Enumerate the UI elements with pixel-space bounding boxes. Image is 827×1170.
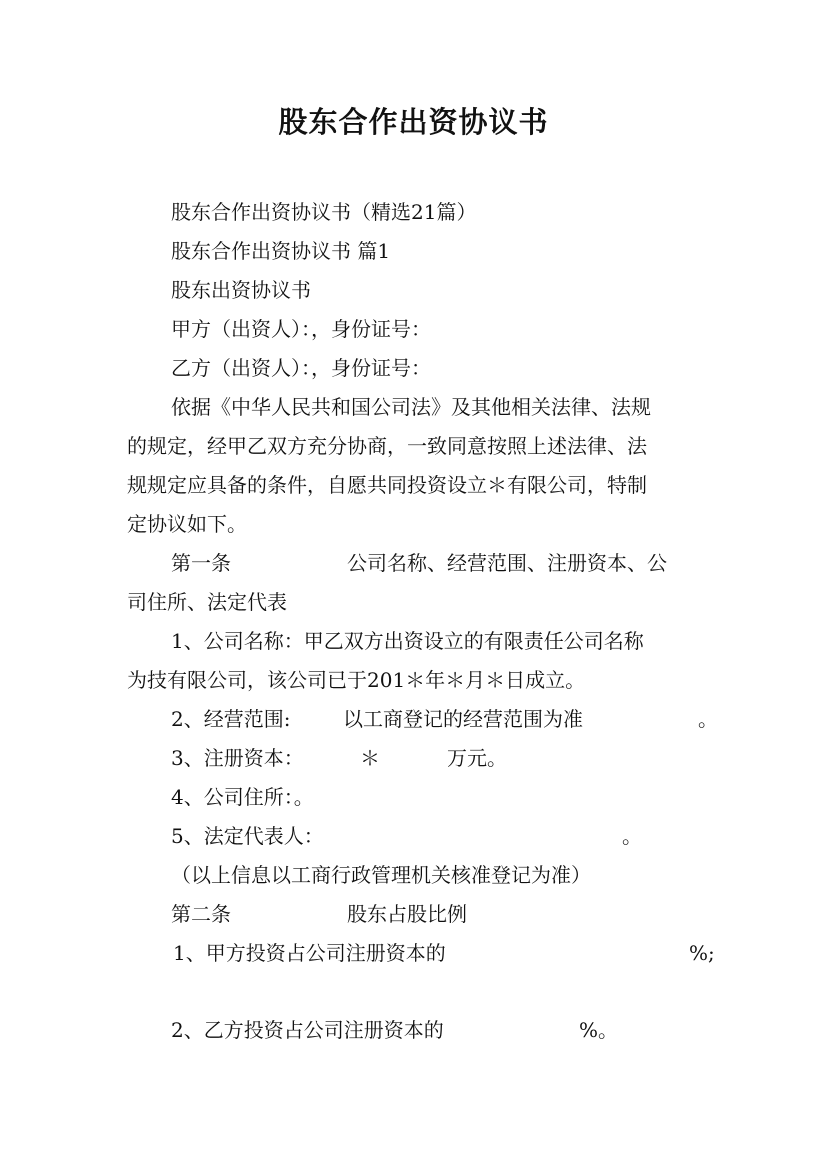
registered-capital-clause (0, 744, 827, 772)
party-b-line: 乙方（出资人）：，身份证号： (171, 356, 431, 380)
clause-line: 1、公司名称：甲乙双方出资设立的有限责任公司名称 (171, 629, 644, 653)
paragraph-line: 定协议如下。 (127, 512, 247, 536)
clause-end: %。 (579, 1018, 619, 1042)
clause-label: 1、甲方投资占公司注册资本的 (173, 941, 446, 965)
business-scope-clause (0, 705, 827, 733)
clause-end: 。 (622, 824, 642, 848)
article-two-heading (0, 900, 827, 928)
party-b-share-clause (0, 1016, 827, 1044)
article-title: 公司名称、经营范围、注册资本、公 (347, 551, 667, 575)
clause-label: 3、注册资本： (171, 746, 304, 770)
paragraph-line: 规规定应具备的条件，自愿共同投资设立＊有限公司，特制 (127, 473, 647, 497)
clause-value: ＊ (360, 746, 380, 770)
article-one-heading (0, 549, 827, 577)
subtitle-line: 股东合作出资协议书（精选21篇） (171, 200, 477, 224)
legal-representative-clause (0, 822, 827, 850)
party-a-line: 甲方（出资人）：，身份证号： (171, 317, 431, 341)
clause-unit: 万元。 (447, 746, 507, 770)
party-a-share-clause (0, 939, 827, 967)
document-title: 股东合作出资协议书 (278, 105, 549, 139)
article-title: 股东占股比例 (347, 902, 467, 926)
article-number: 第二条 (171, 902, 231, 926)
clause-end: %; (689, 941, 715, 965)
clause-value: 以工商登记的经营范围为准 (343, 707, 583, 731)
paragraph-line: 依据《中华人民共和国公司法》及其他相关法律、法规 (171, 395, 651, 419)
article-title-continued: 司住所、法定代表 (127, 590, 287, 614)
paragraph-line: 的规定，经甲乙双方充分协商，一致同意按照上述法律、法 (127, 434, 647, 458)
clause-line: 为技有限公司，该公司已于201＊年＊月＊日成立。 (127, 668, 586, 692)
clause-label: 5、法定代表人： (171, 824, 324, 848)
clause-end: 。 (698, 707, 718, 731)
note-line: （以上信息以工商行政管理机关核准登记为准） (171, 863, 591, 887)
clause-label: 2、乙方投资占公司注册资本的 (171, 1018, 444, 1042)
section-heading: 股东合作出资协议书 篇1 (171, 239, 391, 263)
article-number: 第一条 (171, 551, 231, 575)
clause-label: 2、经营范围: (171, 707, 291, 731)
agreement-name: 股东出资协议书 (171, 278, 311, 302)
clause-line: 4、公司住所：。 (171, 785, 314, 809)
